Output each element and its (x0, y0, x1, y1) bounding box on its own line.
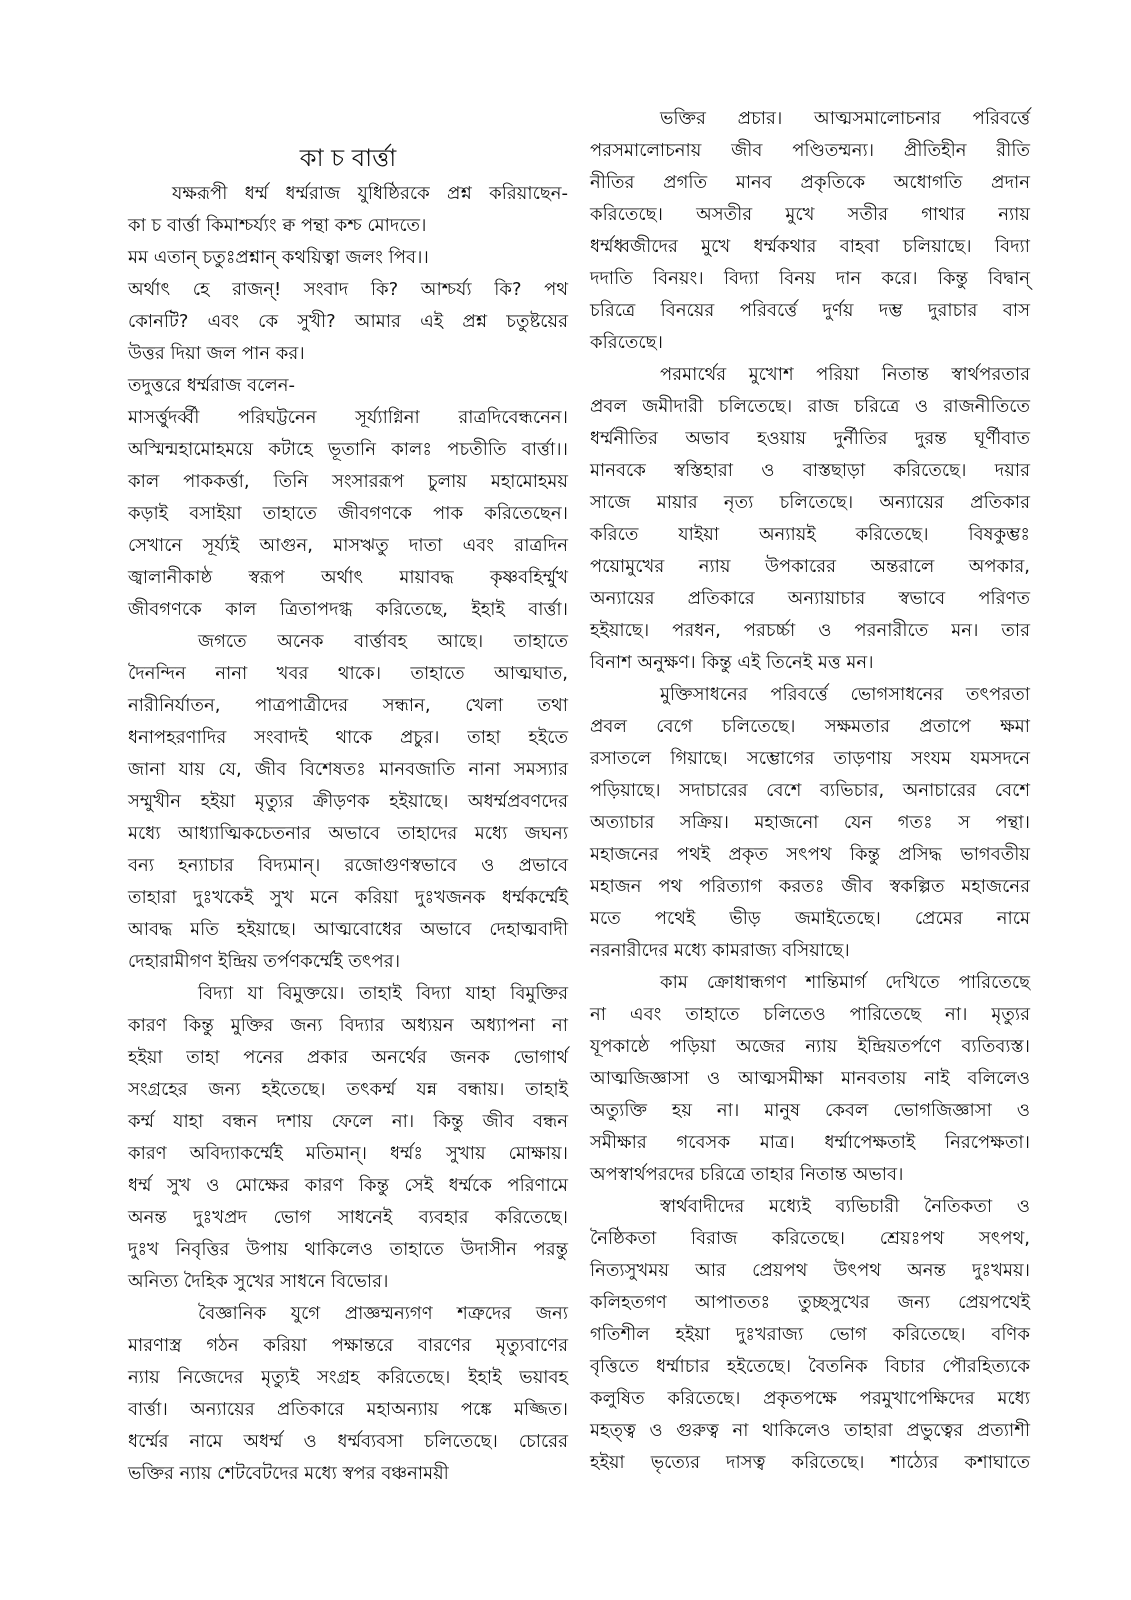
text-line: মধ্যে আধ্যাত্মিকচেতনার অভাবে তাহাদের মধ্যে জঘন্য (128, 823, 568, 844)
text-line: কলিহতগণ আপাততঃ তুচ্ছসুখের জন্য প্রেয়পথেই (590, 1292, 1030, 1313)
text-line: রসাতলে গিয়াছে। সম্ভোগের তাড়ণায় সংযম যমসদনে (590, 748, 1030, 769)
text-line: দুঃখ নিবৃত্তির উপায় থাকিলেও তাহাতে উদাসীন পরন্তু (128, 1239, 568, 1260)
text-line: তাহারা দুঃখকেই সুখ মনে করিয়া দুঃখজনক ধর্ম্মকর্ম্মেই (128, 887, 568, 908)
right-column-text (590, 103, 1030, 1479)
text-line: যক্ষরূপী ধর্ম্ম ধর্ম্মরাজ যুধিষ্ঠিরকে প্রশ্ন করিয়াছেন- (172, 183, 568, 204)
text-line: অনন্ত দুঃখপ্রদ ভোগ সাধনেই ব্যবহার করিতেছে। (128, 1207, 568, 1228)
text-line: বন্য হন্যাচার বিদ্যমান্। রজোগুণস্বভাবে ও প্রভাবে (128, 855, 568, 876)
text-line: পরসমালোচনায় জীব পণ্ডিতম্মন্য। প্রীতিহীন রীতি (590, 140, 1030, 161)
text-line: মহাজন পথ পরিত্যাগ করতঃ জীব স্বকল্পিত মহাজনের (590, 876, 1030, 897)
text-line: মানবকে স্বস্তিহারা ও বাস্তছাড়া করিতেছে। দয়ার (590, 460, 1030, 481)
text-line: কাম ক্রোধান্ধগণ শান্তিমার্গ দেখিতে পারিতেছে (660, 972, 1030, 993)
text-line: আবদ্ধ মতি হইয়াছে। আত্মবোধের অভাবে দেহাত্মবাদী (128, 919, 568, 940)
text-line: জীবগণকে কাল ত্রিতাপদগ্ধ করিতেছে, ইহাই বার্ত্তা। (128, 599, 568, 620)
text-line: সমীক্ষার গবেসক মাত্র। ধর্ম্মাপেক্ষতাই নিরপেক্ষতা। (590, 1132, 1030, 1153)
text-line: সম্মুখীন হইয়া মৃত্যুর ক্রীড়ণক হইয়াছে। অধর্ম্মপ্রবণদের (128, 791, 568, 812)
text-line: নৈষ্ঠিকতা বিরাজ করিতেছে। শ্রেয়ঃপথ সৎপথ, (590, 1228, 1030, 1249)
text-line: প্রবল জমীদারী চলিতেছে। রাজ চরিত্রে ও রাজনীতিতে (590, 396, 1030, 417)
text-line: জ্বালানীকাষ্ঠ স্বরূপ অর্থাৎ মায়াবদ্ধ কৃষ্ণবহির্ম্মুখ (128, 567, 568, 588)
text-line: পয়োমুখের ন্যায় উপকারের অন্তরালে অপকার, (590, 556, 1030, 577)
text-line: কর্ম্ম যাহা বন্ধন দশায় ফেলে না। কিন্তু জীব বন্ধন (128, 1111, 568, 1132)
text-line: ভক্তির প্রচার। আত্মসমালোচনার পরিবর্ত্তে (660, 108, 1030, 129)
text-line: ধনাপহরণাদির সংবাদই থাকে প্রচুর। তাহা হইতে (128, 727, 568, 748)
text-line: যূপকাষ্ঠে পড়িয়া অজের ন্যায় ইন্দ্রিয়তর্পণে ব্যতিব্যস্ত। (590, 1036, 1030, 1057)
article-title: কা চ বার্ত্তা (299, 144, 397, 172)
text-line: মারণাস্ত্র গঠন করিয়া পক্ষান্তরে বারণের মৃত্যুবাণের (128, 1335, 568, 1356)
text-line: মম এতান্ চতুঃপ্রশ্নান্ কথয়িত্বা জলং পিব।। (128, 247, 429, 268)
text-line: সেখানে সূর্য্যই আগুন, মাসঋতু দাতা এবং রাত্রদিন (128, 535, 568, 556)
text-line: কোনটি? এবং কে সুখী? আমার এই প্রশ্ন চতুষ্টয়ের (128, 311, 568, 332)
text-line: পরমার্থের মুখোশ পরিয়া নিতান্ত স্বার্থপরতার (660, 364, 1030, 385)
text-line: মুক্তিসাধনের পরিবর্ত্তে ভোগসাধনের তৎপরতা (660, 684, 1030, 705)
text-line: পড়িয়াছে। সদাচারের বেশে ব্যভিচার, অনাচারের বেশে (590, 780, 1030, 801)
text-line: চরিত্রে বিনয়ের পরিবর্ত্তে দুর্ণয় দম্ভ দুরাচার বাস (590, 300, 1030, 321)
text-line: তদুত্তরে ধর্ম্মরাজ বলেন- (128, 375, 295, 396)
text-line: সাজে মায়ার নৃত্য চলিতেছে। অন্যায়ের প্রতিকার (590, 492, 1030, 513)
text-line: অনিত্য দৈহিক সুখের সাধনে বিভোর। (128, 1271, 389, 1292)
right-column (590, 103, 1030, 1479)
text-line: বৃত্তিতে ধর্ম্মাচার হইতেছে। বৈতনিক বিচার পৌরহিত্যকে (590, 1356, 1030, 1377)
text-line: মহাজনের পথই প্রকৃত সৎপথ কিন্তু প্রসিদ্ধ ভাগবতীয় (590, 844, 1030, 865)
text-line: করিতেছে। অসতীর মুখে সতীর গাথার ন্যায় (590, 204, 1030, 225)
text-line: দৈনন্দিন নানা খবর থাকে। তাহাতে আত্মঘাত, (128, 663, 568, 684)
text-line: করিতে যাইয়া অন্যায়ই করিতেছে। বিষকুম্ভঃ (590, 524, 1030, 545)
left-column (128, 140, 568, 1490)
text-line: বৈজ্ঞানিক যুগে প্রাজ্ঞম্মন্যগণ শত্রুদের জন্য (198, 1303, 568, 1324)
text-line: বার্ত্তা। অন্যায়ের প্রতিকারে মহাঅন্যায় পঙ্কে মজ্জিত। (128, 1399, 568, 1420)
text-line: ধর্ম্ম সুখ ও মোক্ষের কারণ কিন্তু সেই ধর্ম্মকে পরিণামে (128, 1175, 568, 1196)
text-line: মতে পথেই ভীড় জমাইতেছে। প্রেমের নামে (590, 908, 1030, 929)
text-line: ধর্ম্মের নামে অধর্ম্ম ও ধর্ম্মব্যবসা চলিতেছে। চোরের (128, 1431, 568, 1452)
text-line: অস্মিন্মহামোহময়ে কটাহে ভূতানি কালঃ পচতীতি বার্ত্তা।। (128, 439, 568, 460)
text-line: ভক্তির ন্যায় শেটবেটদের মধ্যে স্বপর বঞ্চনাময়ী (128, 1463, 449, 1484)
text-line: নীতির প্রগতি মানব প্রকৃতিকে অধোগতি প্রদান (590, 172, 1030, 193)
text-line: কারণ কিন্তু মুক্তির জন্য বিদ্যার অধ্যয়ন অধ্যাপনা না (128, 1015, 568, 1036)
text-line: কলুষিত করিতেছে। প্রকৃতপক্ষে পরমুখাপেক্ষিদের মধ্যে (590, 1388, 1030, 1409)
text-line: না এবং তাহাতে চলিতেও পারিতেছে না। মৃত্যুর (590, 1004, 1030, 1025)
text-line: অন্যায়ের প্রতিকারে অন্যায়াচার স্বভাবে পরিণত (590, 588, 1030, 609)
text-line: কাল পাককর্ত্তা, তিনি সংসাররূপ চুলায় মহামোহময় (128, 471, 568, 492)
text-line: করিতেছে। (590, 332, 663, 353)
text-line: অর্থাৎ হে রাজন্! সংবাদ কি? আশ্চর্য্য কি? পথ (128, 279, 568, 300)
text-line: সংগ্রহের জন্য হইতেছে। তৎকর্ম্ম যন্ন বন্ধায়। তাহাই (128, 1079, 568, 1100)
text-line: কা চ বার্ত্তা কিমাশ্চর্য্যং ক্ব পন্থা কশ্চ মোদতে। (128, 215, 427, 236)
text-line: অত্যুক্তি হয় না। মানুষ কেবল ভোগজিজ্ঞাসা ও (590, 1100, 1030, 1121)
text-line: প্রবল বেগে চলিতেছে। সক্ষমতার প্রতাপে ক্ষমা (590, 716, 1030, 737)
left-column-text (128, 178, 568, 1490)
text-line: হইয়াছে। পরধন, পরচর্চ্চা ও পরনারীতে মন। তার (590, 620, 1030, 641)
text-line: জগতে অনেক বার্ত্তাবহ আছে। তাহাতে (198, 631, 568, 652)
text-line: নরনারীদের মধ্যে কামরাজ্য বসিয়াছে। (590, 940, 850, 961)
text-line: বিদ্যা যা বিমুক্তয়ে। তাহাই বিদ্যা যাহা বিমুক্তির (198, 983, 568, 1004)
text-line: গতিশীল হইয়া দুঃখরাজ্য ভোগ করিতেছে। বণিক (590, 1324, 1030, 1345)
text-line: কড়াই বসাইয়া তাহাতে জীবগণকে পাক করিতেছেন। (128, 503, 568, 524)
text-line: উত্তর দিয়া জল পান কর। (128, 343, 305, 364)
text-line: স্বার্থবাদীদের মধ্যেই ব্যভিচারী নৈতিকতা ও (660, 1196, 1030, 1217)
text-line: ধর্ম্মধ্বজীদের মুখে ধর্ম্মকথার বাহবা চলিয়াছে। বিদ্যা (590, 236, 1030, 257)
text-line: অপস্বার্থপরদের চরিত্রে তাহার নিতান্ত অভাব। (590, 1164, 904, 1185)
text-line: কারণ অবিদ্যাকর্ম্মেই মতিমান্। ধর্ম্মঃ সুখায় মোক্ষায়। (128, 1143, 568, 1164)
text-line: আত্মজিজ্ঞাসা ও আত্মসমীক্ষা মানবতায় নাই বলিলেও (590, 1068, 1030, 1089)
text-line: হইয়া ভৃত্যের দাসত্ব করিতেছে। শাঠ্যের কশাঘাতে (590, 1452, 1030, 1473)
text-line: জানা যায় যে, জীব বিশেষতঃ মানবজাতি নানা সমস্যার (128, 759, 568, 780)
text-line: ধর্ম্মনীতির অভাব হওয়ায় দুর্নীতির দুরন্ত ঘূর্ণীবাত (590, 428, 1030, 449)
text-line: ন্যায় নিজেদের মৃত্যুই সংগ্রহ করিতেছে। ইহাই ভয়াবহ (128, 1367, 568, 1388)
text-line: হইয়া তাহা পনের প্রকার অনর্থের জনক ভোগার্থ (128, 1047, 568, 1068)
text-line: মহত্ত্ব ও গুরুত্ব না থাকিলেও তাহারা প্রভুত্বের প্রত্যাশী (590, 1420, 1030, 1441)
text-line: বিনাশ অনুক্ষণ। কিন্তু এই তিনেই মত্ত মন। (590, 652, 874, 673)
text-line: দদাতি বিনয়ং। বিদ্যা বিনয় দান করে। কিন্তু বিদ্বান্ (590, 268, 1030, 289)
text-line: অত্যাচার সক্রিয়। মহাজনো যেন গতঃ স পন্থা। (590, 812, 1030, 833)
text-line: দেহারামীগণ ইন্দ্রিয় তর্পণকর্ম্মেই তৎপর। (128, 951, 401, 972)
text-line: নারীনির্যাতন, পাত্রপাত্রীদের সন্ধান, খেলা তথা (128, 695, 568, 716)
text-line: মাসর্ত্তুদর্ব্বী পরিঘট্টনেন সূর্য্যাগ্নিনা রাত্রদিবেন্ধনেন। (128, 407, 568, 428)
text-line: নিত্যসুখময় আর প্রেয়পথ উৎপথ অনন্ত দুঃখময়। (590, 1260, 1030, 1281)
